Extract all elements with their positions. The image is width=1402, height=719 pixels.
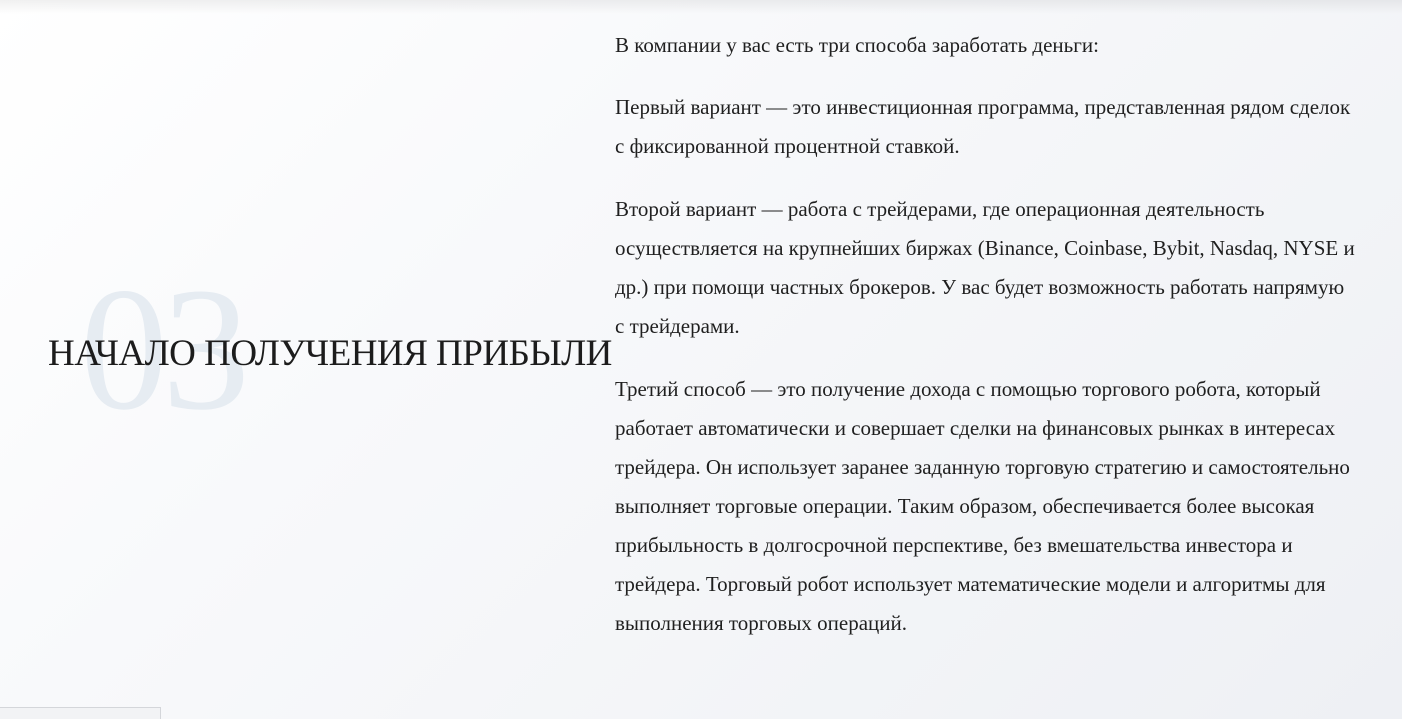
paragraph-option-2: Второй вариант — работа с трейдерами, где операционная деятельность осуществляется на крупнейших биржах (Binance, Coinbase, Bybit, Nasdaq, NYSE и др.) при помощи частных брокеров. У вас будет возможность работать напрямую с трейдерами. bbox=[615, 197, 1355, 338]
section-title: НАЧАЛО ПОЛУЧЕНИЯ ПРИБЫЛИ bbox=[48, 333, 612, 374]
step-number: 03 bbox=[80, 252, 244, 447]
paragraph-option-1: Первый вариант — это инвестиционная программа, представленная рядом сделок с фиксированной процентной ставкой. bbox=[615, 95, 1351, 158]
bottom-left-panel bbox=[0, 707, 161, 719]
paragraph-option-3: Третий способ — это получение дохода с помощью торгового робота, который работает автоматически и совершает сделки на финансовых рынках в интересах трейдера. Он использует заранее заданную торговую стратегию и самостоятельно выполняет торговые операции. Таким образом, обеспечивается более высокая прибыльность в долгосрочной перспективе, без вмешательства инвестора и трейдера. Торговый робот использует математические модели и алгоритмы для выполнения торговых операций. bbox=[615, 377, 1350, 635]
paragraph-intro: В компании у вас есть три способа заработать деньги: bbox=[615, 33, 1099, 57]
section-text bbox=[615, 25, 1355, 667]
